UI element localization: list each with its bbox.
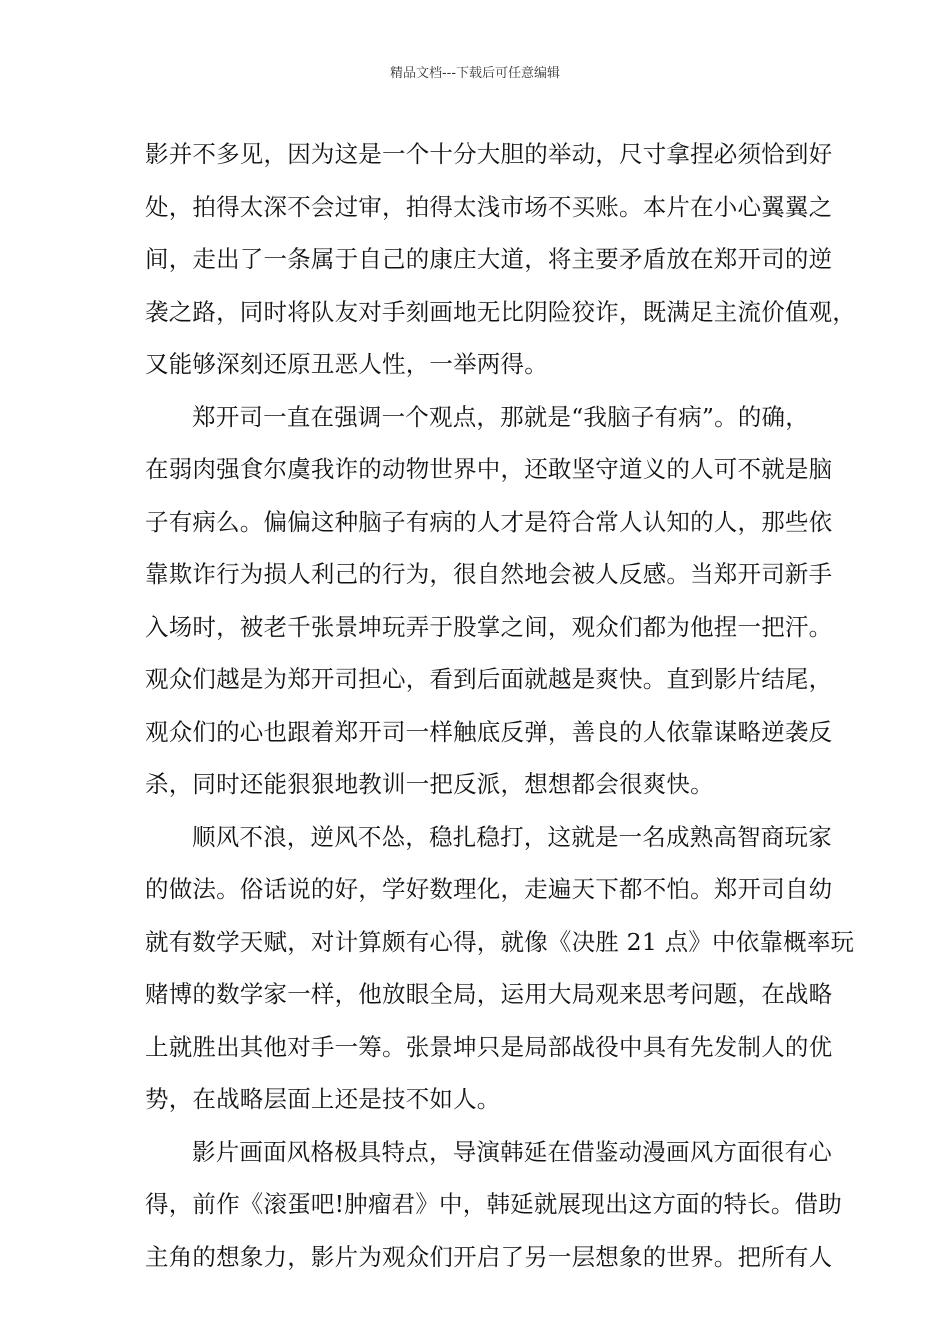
text-line: 赌博的数学家一样，他放眼全局，运用大局观来思考问题，在战略 (145, 980, 833, 1008)
text-line: 处，拍得太深不会过审，拍得太浅市场不买账。本片在小心翼翼之 (145, 192, 833, 221)
text-line: 在弱肉强食尔虞我诈的动物世界中，还敢坚守道义的人可不就是脑 (145, 455, 833, 483)
text-line: 观众们的心也跟着郑开司一样触底反弹，善良的人依靠谋略逆袭反 (145, 717, 833, 746)
text-line: 又能够深刻还原丑恶人性，一举两得。 (145, 350, 548, 378)
text-line: 袭之路，同时将队友对手刻画地无比阴险狡诈，既满足主流价值观， (145, 297, 856, 326)
text-line: 间，走出了一条属于自己的康庄大道，将主要矛盾放在郑开司的逆 (145, 245, 833, 273)
text-line: 郑开司一直在强调一个观点，那就是“我脑子有病”。的确， (192, 402, 809, 431)
text-line: 势，在战略层面上还是技不如人。 (145, 1085, 501, 1113)
text-line: 得，前作《滚蛋吧!肿瘤君》中，韩延就展现出这方面的特长。借助 (145, 1190, 842, 1218)
text-line: 子有病么。偏偏这种脑子有病的人才是符合常人认知的人，那些依 (145, 507, 833, 536)
text-line: 靠欺诈行为损人利己的行为，很自然地会被人反感。当郑开司新手 (145, 560, 833, 588)
paragraph-1 (145, 128, 856, 391)
text-line: 上就胜出其他对手一筹。张景坤只是局部战役中具有先发制人的优 (145, 1032, 833, 1061)
paragraph-3 (145, 811, 855, 1126)
text-line: 顺风不浪，逆风不怂，稳扎稳打，这就是一名成熟高智商玩家 (192, 822, 832, 851)
text-line: 影并不多见，因为这是一个十分大胆的举动，尺寸拿捏必须恰到好 (145, 140, 833, 168)
text-line: 就有数学天赋，对计算颇有心得，就像《决胜 21 点》中依靠概率玩 (145, 927, 855, 956)
text-line: 入场时，被老千张景坤玩弄于股掌之间，观众们都为他捏一把汗。 (145, 612, 833, 641)
paragraph-2 (145, 391, 833, 811)
text-line: 影片画面风格极具特点，导演韩延在借鉴动漫画风方面很有心 (192, 1137, 832, 1166)
text-line: 杀，同时还能狠狠地教训一把反派，想想都会很爽快。 (145, 770, 714, 798)
document-body (145, 128, 856, 1283)
page-header: 精品文档---下载后可任意编辑 (389, 66, 561, 81)
text-line: 的做法。俗话说的好，学好数理化，走遍天下都不怕。郑开司自幼 (145, 875, 833, 903)
paragraph-4 (145, 1126, 842, 1284)
text-line: 观众们越是为郑开司担心，看到后面就越是爽快。直到影片结尾， (145, 665, 833, 693)
text-line: 主角的想象力，影片为观众们开启了另一层想象的世界。把所有人 (145, 1242, 833, 1271)
